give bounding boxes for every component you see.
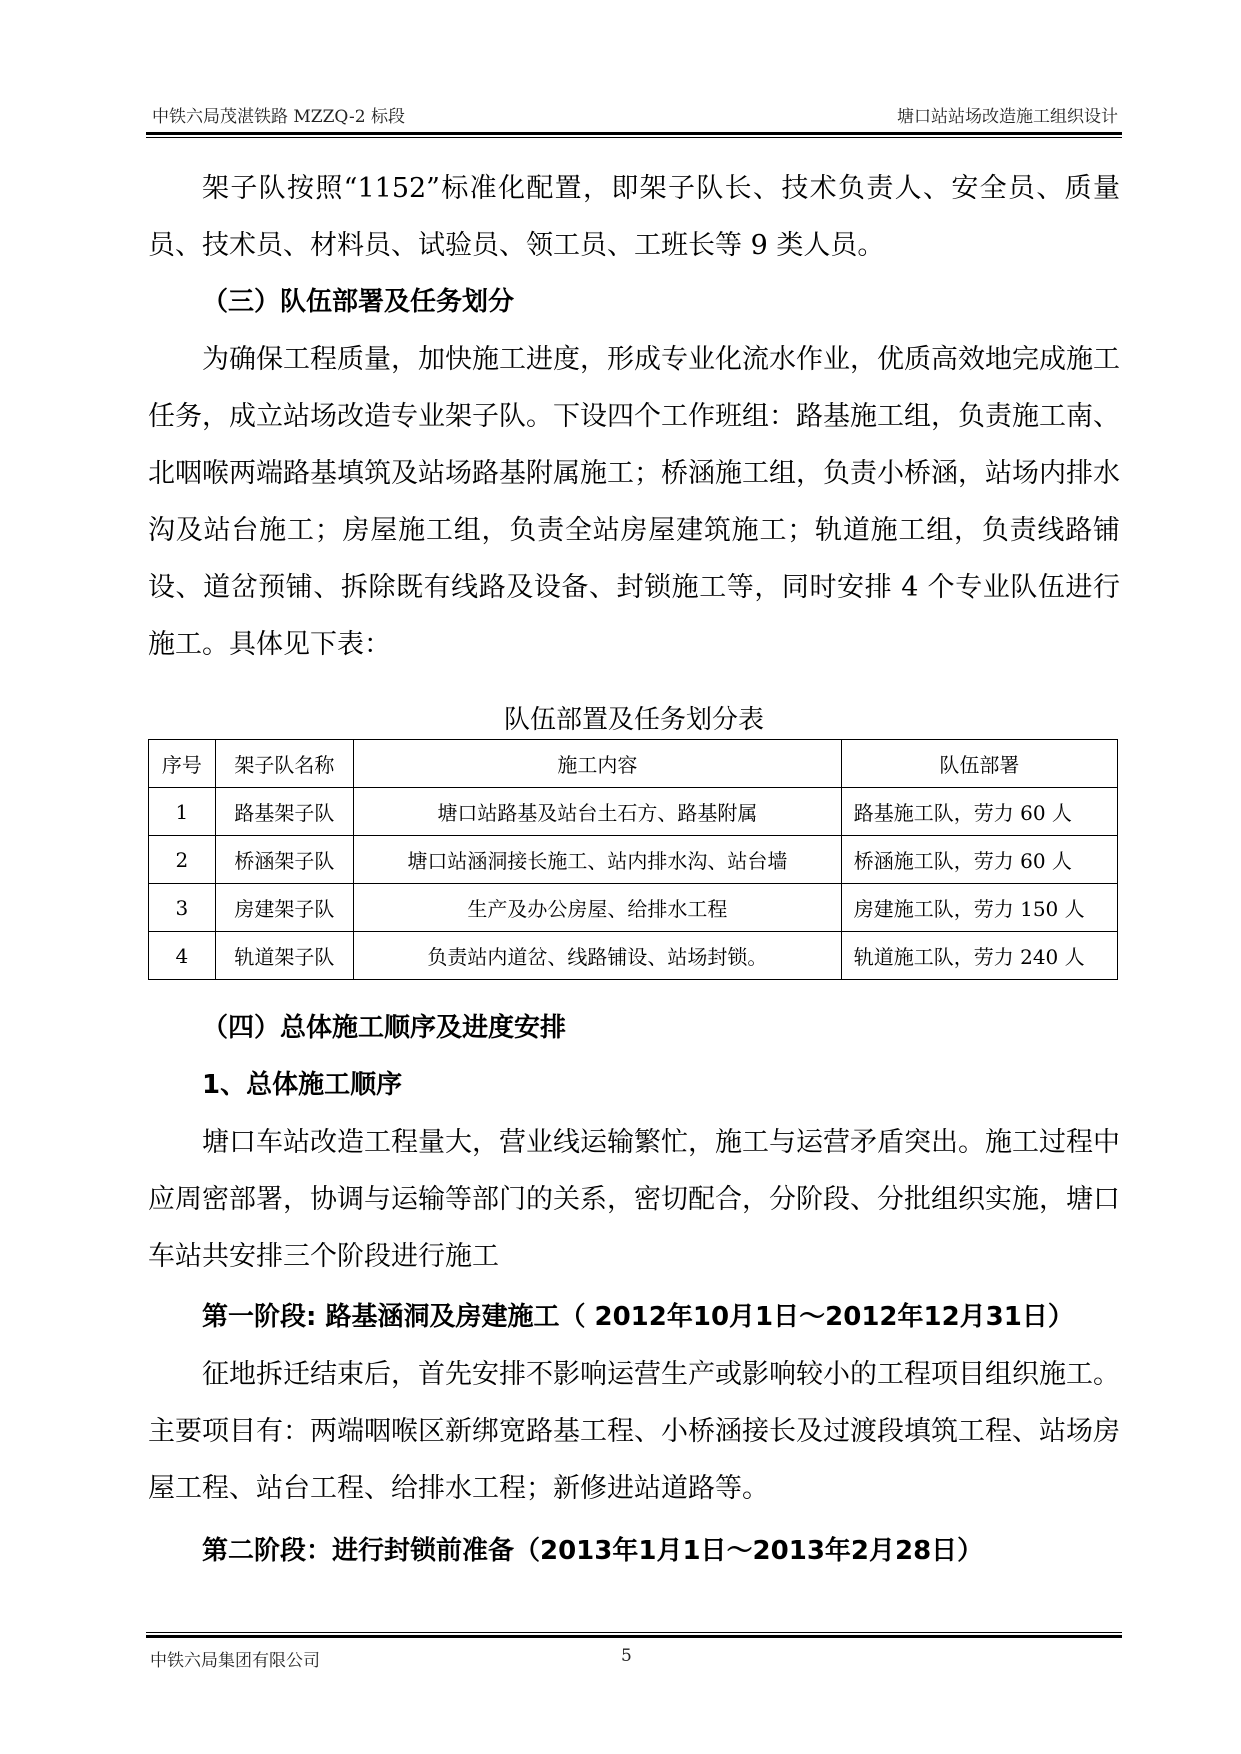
- page-header: [146, 100, 1122, 130]
- paragraph-stage-1: 征地拆迁结束后，首先安排不影响运营生产或影响较小的工程项目组织施工。主要项目有：两端咽喉区新绑宽路基工程、小桥涵接长及过渡段填筑工程、站场房屋工程、站台工程、给排水工程；新修进站道路等。: [148, 1359, 1120, 1504]
- table-cell: 路基施工队，劳力 60 人: [841, 788, 1117, 836]
- section-heading-3: （三）队伍部署及任务划分: [202, 287, 515, 317]
- table-cell: 4: [149, 932, 216, 980]
- table-row: [149, 788, 1118, 836]
- table-cell: 2: [149, 836, 216, 884]
- table-header-cell: 架子队名称: [215, 740, 353, 788]
- table-cell: 房建架子队: [215, 884, 353, 932]
- stage-2-heading: 第二阶段：进行封锁前准备（2013年1月1日～2013年2月28日）: [202, 1536, 984, 1566]
- table-header-cell: 队伍部署: [841, 740, 1117, 788]
- page-number: 5: [621, 1646, 632, 1666]
- table-cell: 塘口站涵洞接长施工、站内排水沟、站台墙: [353, 836, 841, 884]
- table-cell: 轨道施工队，劳力 240 人: [841, 932, 1117, 980]
- table-header-cell: 施工内容: [353, 740, 841, 788]
- stage-1-heading: 第一阶段: 路基涵洞及房建施工（ 2012年10月1日～2012年12月31日）: [202, 1302, 1074, 1332]
- paragraph-staffing: 架子队按照“1152”标准化配置，即架子队长、技术负责人、安全员、质量员、技术员、材料员、试验员、领工员、工班长等 9 类人员。: [148, 173, 1120, 261]
- table-cell: 桥涵施工队，劳力 60 人: [841, 836, 1117, 884]
- paragraph-construction-order: 塘口车站改造工程量大，营业线运输繁忙，施工与运营矛盾突出。施工过程中应周密部署，协调与运输等部门的关系，密切配合，分阶段、分批组织实施，塘口车站共安排三个阶段进行施工: [148, 1127, 1120, 1272]
- page-body: [148, 160, 1120, 1580]
- table-cell: 1: [149, 788, 216, 836]
- table-row: [149, 836, 1118, 884]
- footer-company-name: 中铁六局集团有限公司: [150, 1651, 320, 1671]
- table-cell: 路基架子队: [215, 788, 353, 836]
- table-cell: 3: [149, 884, 216, 932]
- table-cell: 生产及办公房屋、给排水工程: [353, 884, 841, 932]
- table-header-cell: 序号: [149, 740, 216, 788]
- table-cell: 房建施工队，劳力 150 人: [841, 884, 1117, 932]
- table-row: [149, 884, 1118, 932]
- header-project-name: 中铁六局茂湛铁路 MZZQ-2 标段: [152, 107, 405, 127]
- section-heading-4: （四）总体施工顺序及进度安排: [202, 1013, 567, 1043]
- table-row: [149, 932, 1118, 980]
- header-document-title: 塘口站站场改造施工组织设计: [897, 107, 1118, 127]
- table-cell: 负责站内道岔、线路铺设、站场封锁。: [353, 932, 841, 980]
- paragraph-team-division: 为确保工程质量，加快施工进度，形成专业化流水作业，优质高效地完成施工任务，成立站场改造专业架子队。下设四个工作班组：路基施工组，负责施工南、北咽喉两端路基填筑及站场路基附属施工；桥涵施工组，负责小桥涵，站场内排水沟及站台施工；房屋施工组，负责全站房屋建筑施工；轨道施工组，负责线路铺设、道岔预铺、拆除既有线路及设备、封锁施工等，同时安排 4 个专业队伍进行施工。具体见下表：: [148, 344, 1120, 660]
- table-cell: 塘口站路基及站台土石方、路基附属: [353, 788, 841, 836]
- table-header-row: [149, 740, 1118, 788]
- team-task-table: [148, 739, 1118, 980]
- subsection-heading-1: 1、总体施工顺序: [202, 1070, 403, 1100]
- table-cell: 桥涵架子队: [215, 836, 353, 884]
- footer-divider: [146, 1632, 1122, 1638]
- header-divider: [146, 132, 1122, 138]
- table-cell: 轨道架子队: [215, 932, 353, 980]
- table-caption: 队伍部置及任务划分表: [503, 705, 764, 735]
